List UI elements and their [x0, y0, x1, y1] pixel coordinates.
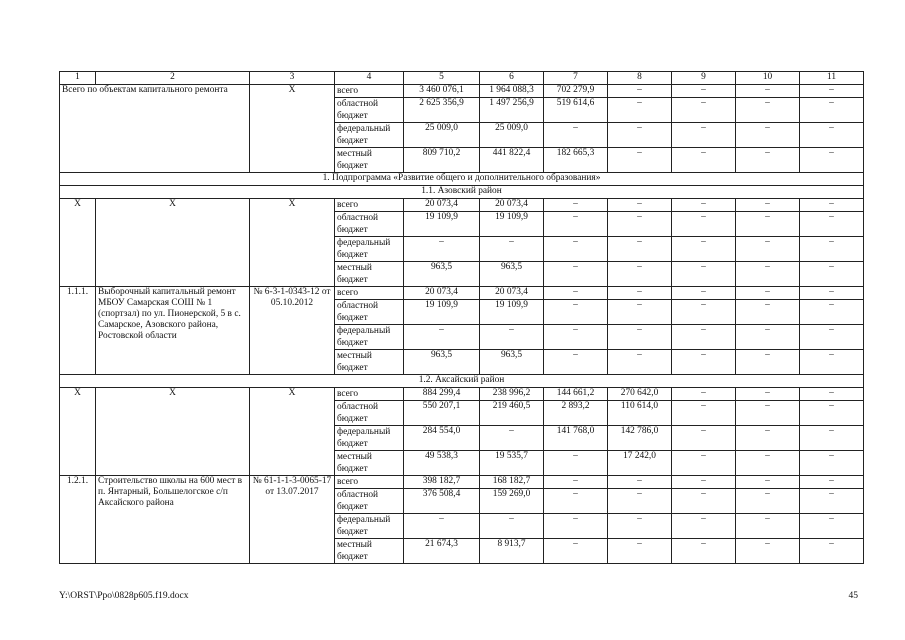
table-row [60, 85, 864, 98]
amount-cell: – [800, 237, 864, 262]
amount-cell: – [736, 476, 800, 489]
amount-cell: – [736, 514, 800, 539]
funding-source: всего [335, 476, 404, 489]
amount-cell: – [736, 199, 800, 212]
column-header: 9 [672, 72, 736, 85]
amount-cell: – [800, 489, 864, 514]
budget-table [59, 71, 864, 564]
amount-cell: – [800, 123, 864, 148]
amount-cell: – [544, 212, 608, 237]
amount-cell: 20 073,4 [404, 287, 480, 300]
amount-cell: – [800, 300, 864, 325]
amount-cell: – [736, 262, 800, 287]
table-row [60, 199, 864, 212]
amount-cell: – [544, 287, 608, 300]
amount-cell: – [544, 123, 608, 148]
amount-cell: – [544, 489, 608, 514]
amount-cell: – [800, 539, 864, 564]
column-header: 11 [800, 72, 864, 85]
amount-cell: 19 109,9 [404, 212, 480, 237]
funding-source: местный бюджет [335, 539, 404, 564]
amount-cell: – [800, 262, 864, 287]
funding-source: всего [335, 388, 404, 401]
section-row [60, 375, 864, 388]
amount-cell: 2 625 356,9 [404, 98, 480, 123]
amount-cell: – [736, 350, 800, 375]
column-header: 5 [404, 72, 480, 85]
amount-cell: – [672, 199, 736, 212]
amount-cell: 20 073,4 [480, 199, 544, 212]
column-header: 1 [60, 72, 96, 85]
amount-cell: – [544, 300, 608, 325]
amount-cell: – [544, 350, 608, 375]
amount-cell: – [608, 199, 672, 212]
funding-source: федеральный бюджет [335, 325, 404, 350]
amount-cell: 17 242,0 [608, 451, 672, 476]
amount-cell: – [608, 489, 672, 514]
amount-cell: 144 661,2 [544, 388, 608, 401]
amount-cell: 141 768,0 [544, 426, 608, 451]
page-number: 45 [848, 591, 858, 601]
amount-cell: – [480, 237, 544, 262]
amount-cell: – [544, 451, 608, 476]
funding-source: федеральный бюджет [335, 426, 404, 451]
amount-cell: 159 269,0 [480, 489, 544, 514]
amount-cell: 21 674,3 [404, 539, 480, 564]
amount-cell: – [672, 426, 736, 451]
column-header: 3 [250, 72, 335, 85]
amount-cell: 19 109,9 [480, 300, 544, 325]
amount-cell: – [608, 350, 672, 375]
amount-cell: 8 913,7 [480, 539, 544, 564]
amount-cell: – [672, 237, 736, 262]
amount-cell: – [544, 476, 608, 489]
amount-cell: – [480, 514, 544, 539]
table-row [60, 476, 864, 489]
item-number: Х [60, 199, 96, 287]
amount-cell: – [800, 325, 864, 350]
amount-cell: – [404, 237, 480, 262]
amount-cell: 25 009,0 [480, 123, 544, 148]
amount-cell: – [800, 388, 864, 401]
funding-source: федеральный бюджет [335, 237, 404, 262]
amount-cell: – [544, 199, 608, 212]
amount-cell: 3 460 076,1 [404, 85, 480, 98]
object-name: Строительство школы на 600 мест в п. Янтарный, Большелогское с/п Аксайского района [96, 476, 250, 564]
amount-cell: – [736, 123, 800, 148]
amount-cell: – [608, 325, 672, 350]
column-header: 7 [544, 72, 608, 85]
amount-cell: 702 279,9 [544, 85, 608, 98]
amount-cell: – [608, 476, 672, 489]
amount-cell: – [736, 325, 800, 350]
amount-cell: 2 893,2 [544, 401, 608, 426]
amount-cell: 19 109,9 [404, 300, 480, 325]
amount-cell: – [544, 514, 608, 539]
amount-cell: 20 073,4 [404, 199, 480, 212]
header-row [60, 72, 864, 85]
amount-cell: – [736, 388, 800, 401]
funding-source: местный бюджет [335, 350, 404, 375]
amount-cell: – [672, 539, 736, 564]
amount-cell: 441 822,4 [480, 148, 544, 173]
amount-cell: 182 665,3 [544, 148, 608, 173]
amount-cell: – [800, 98, 864, 123]
table-body [60, 72, 864, 564]
funding-source: местный бюджет [335, 148, 404, 173]
amount-cell: – [736, 212, 800, 237]
amount-cell: – [800, 401, 864, 426]
amount-cell: – [544, 237, 608, 262]
section-row [60, 186, 864, 199]
column-header: 10 [736, 72, 800, 85]
amount-cell: 168 182,7 [480, 476, 544, 489]
amount-cell: – [800, 199, 864, 212]
amount-cell: – [800, 85, 864, 98]
amount-cell: – [736, 489, 800, 514]
object-name: Х [96, 388, 250, 476]
amount-cell: – [736, 451, 800, 476]
column-header: 2 [96, 72, 250, 85]
amount-cell: – [544, 262, 608, 287]
section-title: 1.1. Азовский район [60, 186, 864, 199]
amount-cell: – [672, 325, 736, 350]
funding-source: областной бюджет [335, 401, 404, 426]
amount-cell: 809 710,2 [404, 148, 480, 173]
amount-cell: – [672, 514, 736, 539]
amount-cell: – [800, 426, 864, 451]
amount-cell: – [672, 476, 736, 489]
amount-cell: 1 497 256,9 [480, 98, 544, 123]
amount-cell: 963,5 [404, 262, 480, 287]
funding-source: федеральный бюджет [335, 514, 404, 539]
amount-cell: – [672, 300, 736, 325]
section-row [60, 173, 864, 186]
funding-source: местный бюджет [335, 262, 404, 287]
amount-cell: 142 786,0 [608, 426, 672, 451]
amount-cell: – [672, 350, 736, 375]
expertise-number: Х [250, 85, 335, 173]
item-number: 1.2.1. [60, 476, 96, 564]
amount-cell: – [672, 388, 736, 401]
amount-cell: – [672, 451, 736, 476]
amount-cell: – [608, 85, 672, 98]
amount-cell: 884 299,4 [404, 388, 480, 401]
amount-cell: – [608, 212, 672, 237]
object-name: Х [96, 199, 250, 287]
funding-source: областной бюджет [335, 489, 404, 514]
amount-cell: – [672, 401, 736, 426]
expertise-number: Х [250, 199, 335, 287]
table-row [60, 388, 864, 401]
amount-cell: 398 182,7 [404, 476, 480, 489]
amount-cell: 25 009,0 [404, 123, 480, 148]
amount-cell: – [672, 123, 736, 148]
amount-cell: – [672, 262, 736, 287]
amount-cell: – [608, 287, 672, 300]
amount-cell: – [404, 325, 480, 350]
amount-cell: – [736, 401, 800, 426]
item-number: 1.1.1. [60, 287, 96, 375]
column-header: 6 [480, 72, 544, 85]
amount-cell: 19 535,7 [480, 451, 544, 476]
amount-cell: 110 614,0 [608, 401, 672, 426]
amount-cell: – [736, 85, 800, 98]
footer-file-path: Y:\ORST\Ppo\0828p605.f19.docx [59, 591, 189, 601]
amount-cell: – [736, 148, 800, 173]
amount-cell: 19 109,9 [480, 212, 544, 237]
funding-source: областной бюджет [335, 300, 404, 325]
funding-source: всего [335, 199, 404, 212]
funding-source: областной бюджет [335, 98, 404, 123]
object-name: Выборочный капитальный ремонт МБОУ Самарская СОШ № 1 (спортзал) по ул. Пионерской, 5 в с. Самарское, Азовского района, Ростовской области [96, 287, 250, 375]
amount-cell: – [672, 489, 736, 514]
amount-cell: 219 460,5 [480, 401, 544, 426]
amount-cell: 963,5 [480, 262, 544, 287]
amount-cell: 1 964 088,3 [480, 85, 544, 98]
item-number: Х [60, 388, 96, 476]
amount-cell: – [800, 451, 864, 476]
expertise-number: Х [250, 388, 335, 476]
amount-cell: – [404, 514, 480, 539]
amount-cell: – [736, 237, 800, 262]
amount-cell: – [544, 325, 608, 350]
amount-cell: – [608, 123, 672, 148]
amount-cell: – [800, 212, 864, 237]
amount-cell: – [800, 514, 864, 539]
amount-cell: 376 508,4 [404, 489, 480, 514]
expertise-number: № 61-1-1-3-0065-17 от 13.07.2017 [250, 476, 335, 564]
amount-cell: – [608, 262, 672, 287]
amount-cell: – [608, 148, 672, 173]
funding-source: всего [335, 85, 404, 98]
amount-cell: – [480, 325, 544, 350]
amount-cell: – [736, 287, 800, 300]
section-title: 1. Подпрограмма «Развитие общего и дополнительного образования» [60, 173, 864, 186]
column-header: 8 [608, 72, 672, 85]
amount-cell: 270 642,0 [608, 388, 672, 401]
amount-cell: 963,5 [480, 350, 544, 375]
funding-source: местный бюджет [335, 451, 404, 476]
funding-source: областной бюджет [335, 212, 404, 237]
amount-cell: – [672, 98, 736, 123]
section-title: 1.2. Аксайский район [60, 375, 864, 388]
expertise-number: № 6-3-1-0343-12 от 05.10.2012 [250, 287, 335, 375]
funding-source: всего [335, 287, 404, 300]
table-row [60, 287, 864, 300]
amount-cell: – [800, 287, 864, 300]
amount-cell: – [672, 212, 736, 237]
funding-source: федеральный бюджет [335, 123, 404, 148]
amount-cell: – [736, 300, 800, 325]
amount-cell: – [800, 148, 864, 173]
amount-cell: – [736, 539, 800, 564]
amount-cell: 519 614,6 [544, 98, 608, 123]
amount-cell: – [480, 426, 544, 451]
amount-cell: – [672, 287, 736, 300]
amount-cell: – [800, 476, 864, 489]
object-name: Всего по объектам капитального ремонта [60, 85, 250, 173]
amount-cell: – [544, 539, 608, 564]
amount-cell: – [608, 98, 672, 123]
amount-cell: – [672, 148, 736, 173]
amount-cell: – [608, 237, 672, 262]
amount-cell: 550 207,1 [404, 401, 480, 426]
amount-cell: – [800, 350, 864, 375]
amount-cell: – [608, 539, 672, 564]
amount-cell: – [736, 426, 800, 451]
amount-cell: 49 538,3 [404, 451, 480, 476]
amount-cell: 238 996,2 [480, 388, 544, 401]
column-header: 4 [335, 72, 404, 85]
amount-cell: – [608, 514, 672, 539]
amount-cell: – [736, 98, 800, 123]
amount-cell: – [672, 85, 736, 98]
amount-cell: 963,5 [404, 350, 480, 375]
amount-cell: 20 073,4 [480, 287, 544, 300]
amount-cell: 284 554,0 [404, 426, 480, 451]
amount-cell: – [608, 300, 672, 325]
